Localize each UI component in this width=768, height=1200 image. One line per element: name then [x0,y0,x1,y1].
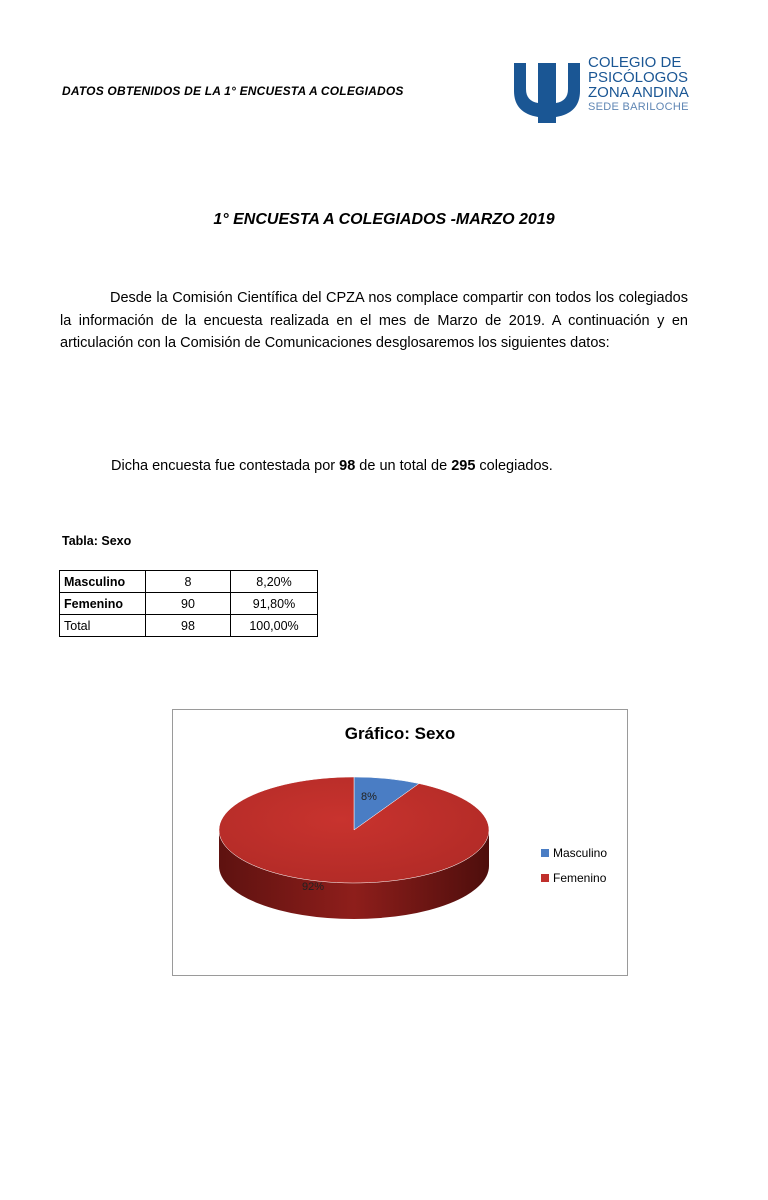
document-title: 1° ENCUESTA A COLEGIADOS -MARZO 2019 [213,211,555,228]
legend-swatch-masculino [541,849,549,857]
table-caption: Tabla: Sexo [62,534,132,548]
intro-paragraph [60,287,688,355]
row-count: 90 [146,593,231,615]
row-percent: 91,80% [231,593,318,615]
psi-logo-icon [512,55,582,125]
logo-text [588,55,689,115]
responses-prefix: Dicha encuesta fue contestada por [111,458,340,474]
row-label: Total [60,615,146,637]
legend-item-masculino [541,840,607,865]
chart-title: Gráfico: Sexo [344,724,456,743]
legend-item-femenino [541,865,607,890]
row-label: Femenino [60,593,146,615]
row-percent: 8,20% [231,571,318,593]
legend-swatch-femenino [541,874,549,882]
logo-line-1: COLEGIO DE [588,54,682,71]
responses-middle: de un total de [355,458,452,474]
intro-text: Desde la Comisión Científica del CPZA nos complace compartir con todos los colegiados la información de la encuesta realizada en el mes de Marzo de 2019. A continuación y en articulación con la Comisión de Comunicaciones desglosaremos los siguientes datos: [60,290,688,351]
legend-label-femenino: Femenino [553,870,607,885]
row-label: Masculino [60,571,146,593]
pie-slice-femenino [219,777,489,883]
logo-line-4: SEDE BARILOCHE [588,101,689,113]
chart-legend [541,840,607,890]
responses-answered: 98 [339,458,356,474]
row-percent: 100,00% [231,615,318,637]
responses-sentence [111,458,553,474]
responses-suffix: colegiados. [475,458,553,474]
data-label-femenino: 92% [301,881,325,893]
logo-line-3: ZONA ANDINA [588,84,689,101]
cpza-logo [512,55,712,125]
sex-table [59,570,318,637]
data-label-masculino: 8% [361,791,377,803]
page-header: DATOS OBTENIDOS DE LA 1° ENCUESTA A COLEGIADOS [62,84,404,98]
logo-line-2: PSICÓLOGOS [588,69,689,86]
table-row [60,615,318,637]
table-row [60,571,318,593]
sex-chart [172,709,628,976]
legend-label-masculino: Masculino [553,845,608,860]
responses-total: 295 [451,458,476,474]
row-count: 8 [146,571,231,593]
pie-group [219,777,489,919]
table-row [60,593,318,615]
row-count: 98 [146,615,231,637]
